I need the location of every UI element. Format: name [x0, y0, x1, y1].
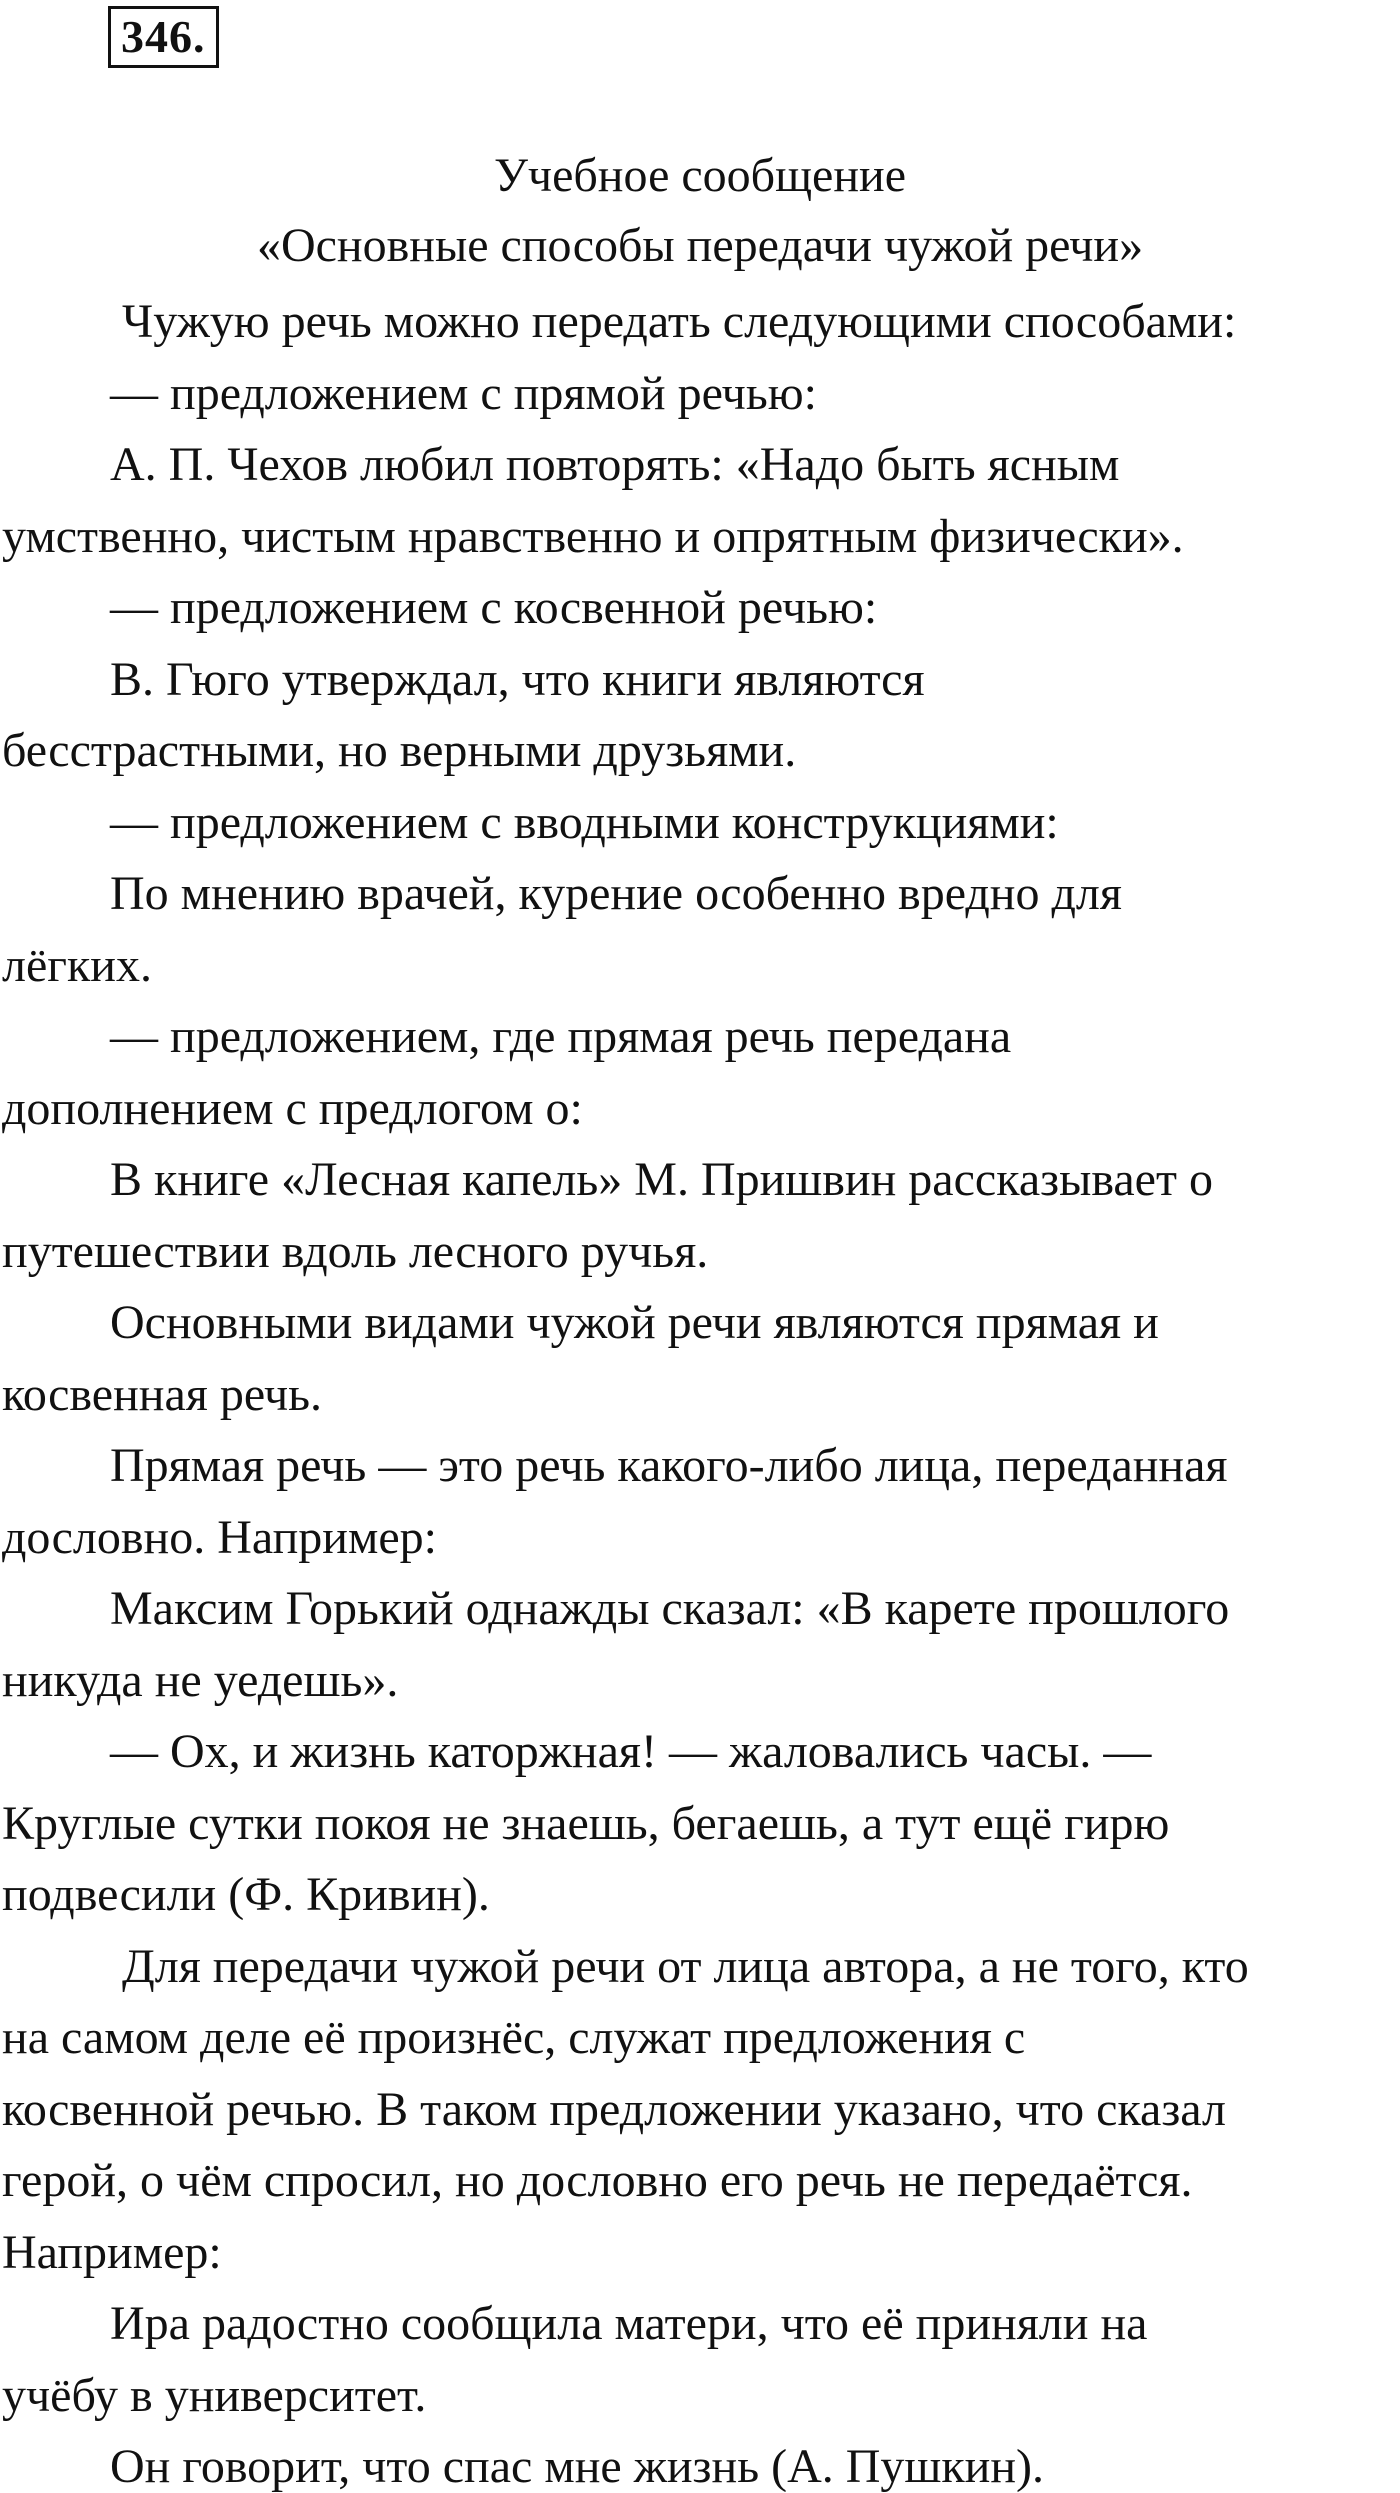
text-line: — предложением с вводными конструкциями: — [110, 795, 1059, 849]
text-line: В. Гюго утверждал, что книги являются — [110, 652, 925, 706]
text-line: бесстрастными, но верными друзьями. — [2, 724, 797, 777]
text-line: путешествии вдоль лесного ручья. — [2, 1224, 709, 1278]
message-subtitle: «Основные способы передачи чужой речи» — [256, 219, 1144, 272]
message-title: Учебное сообщение — [493, 149, 907, 202]
text-line: Ира радостно сообщила матери, что её приняли на — [110, 2297, 1148, 2350]
text-line: умственно, чистым нравственно и опрятным физически». — [2, 509, 1184, 563]
text-line: Чужую речь можно передать следующими способами: — [110, 295, 1237, 348]
text-line: — Ох, и жизнь каторжная! — жаловались часы. — — [110, 1725, 1152, 1778]
text-line: герой, о чём спросил, но дословно его речь не передаётся. — [2, 2154, 1193, 2207]
text-line: никуда не уедешь». — [2, 1653, 399, 1707]
text-line: Круглые сутки покоя не знаешь, бегаешь, а тут ещё гирю — [2, 1796, 1170, 1850]
text-line: дословно. Например: — [2, 1510, 437, 1564]
text-line: на самом деле её произнёс, служат предложения с — [2, 2011, 1026, 2064]
text-line: Основными видами чужой речи являются прямая и — [110, 1296, 1159, 1349]
text-line: Прямая речь — это речь какого-либо лица, переданная — [110, 1439, 1228, 1492]
text-line: — предложением, где прямая речь передана — [110, 1010, 1012, 1063]
text-line: дополнением с предлогом о: — [2, 1081, 583, 1135]
text-line: косвенная речь. — [2, 1367, 322, 1421]
text-line: В книге «Лесная капель» М. Пришвин рассказывает о — [110, 1153, 1213, 1206]
text-line: По мнению врачей, курение особенно вредно для — [110, 867, 1122, 920]
text-line: Максим Горький однажды сказал: «В карете прошлого — [110, 1582, 1230, 1635]
text-line: косвенной речью. В таком предложении указано, что сказал — [2, 2082, 1226, 2136]
text-line: учёбу в университет. — [2, 2368, 427, 2422]
text-line: — предложением с прямой речью: — [110, 366, 817, 420]
text-line: Для передачи чужой речи от лица автора, а не того, кто — [110, 1939, 1249, 1993]
exercise-number-box: 346. — [108, 6, 219, 68]
text-line: Например: — [2, 2225, 222, 2279]
text-line: Он говорит, что спас мне жизнь (А. Пушкин). — [110, 2440, 1045, 2493]
text-line: — предложением с косвенной речью: — [110, 581, 878, 634]
text-line: лёгких. — [2, 938, 152, 992]
text-line: А. П. Чехов любил повторять: «Надо быть ясным — [110, 438, 1120, 491]
text-line: подвесили (Ф. Кривин). — [2, 1868, 490, 1921]
